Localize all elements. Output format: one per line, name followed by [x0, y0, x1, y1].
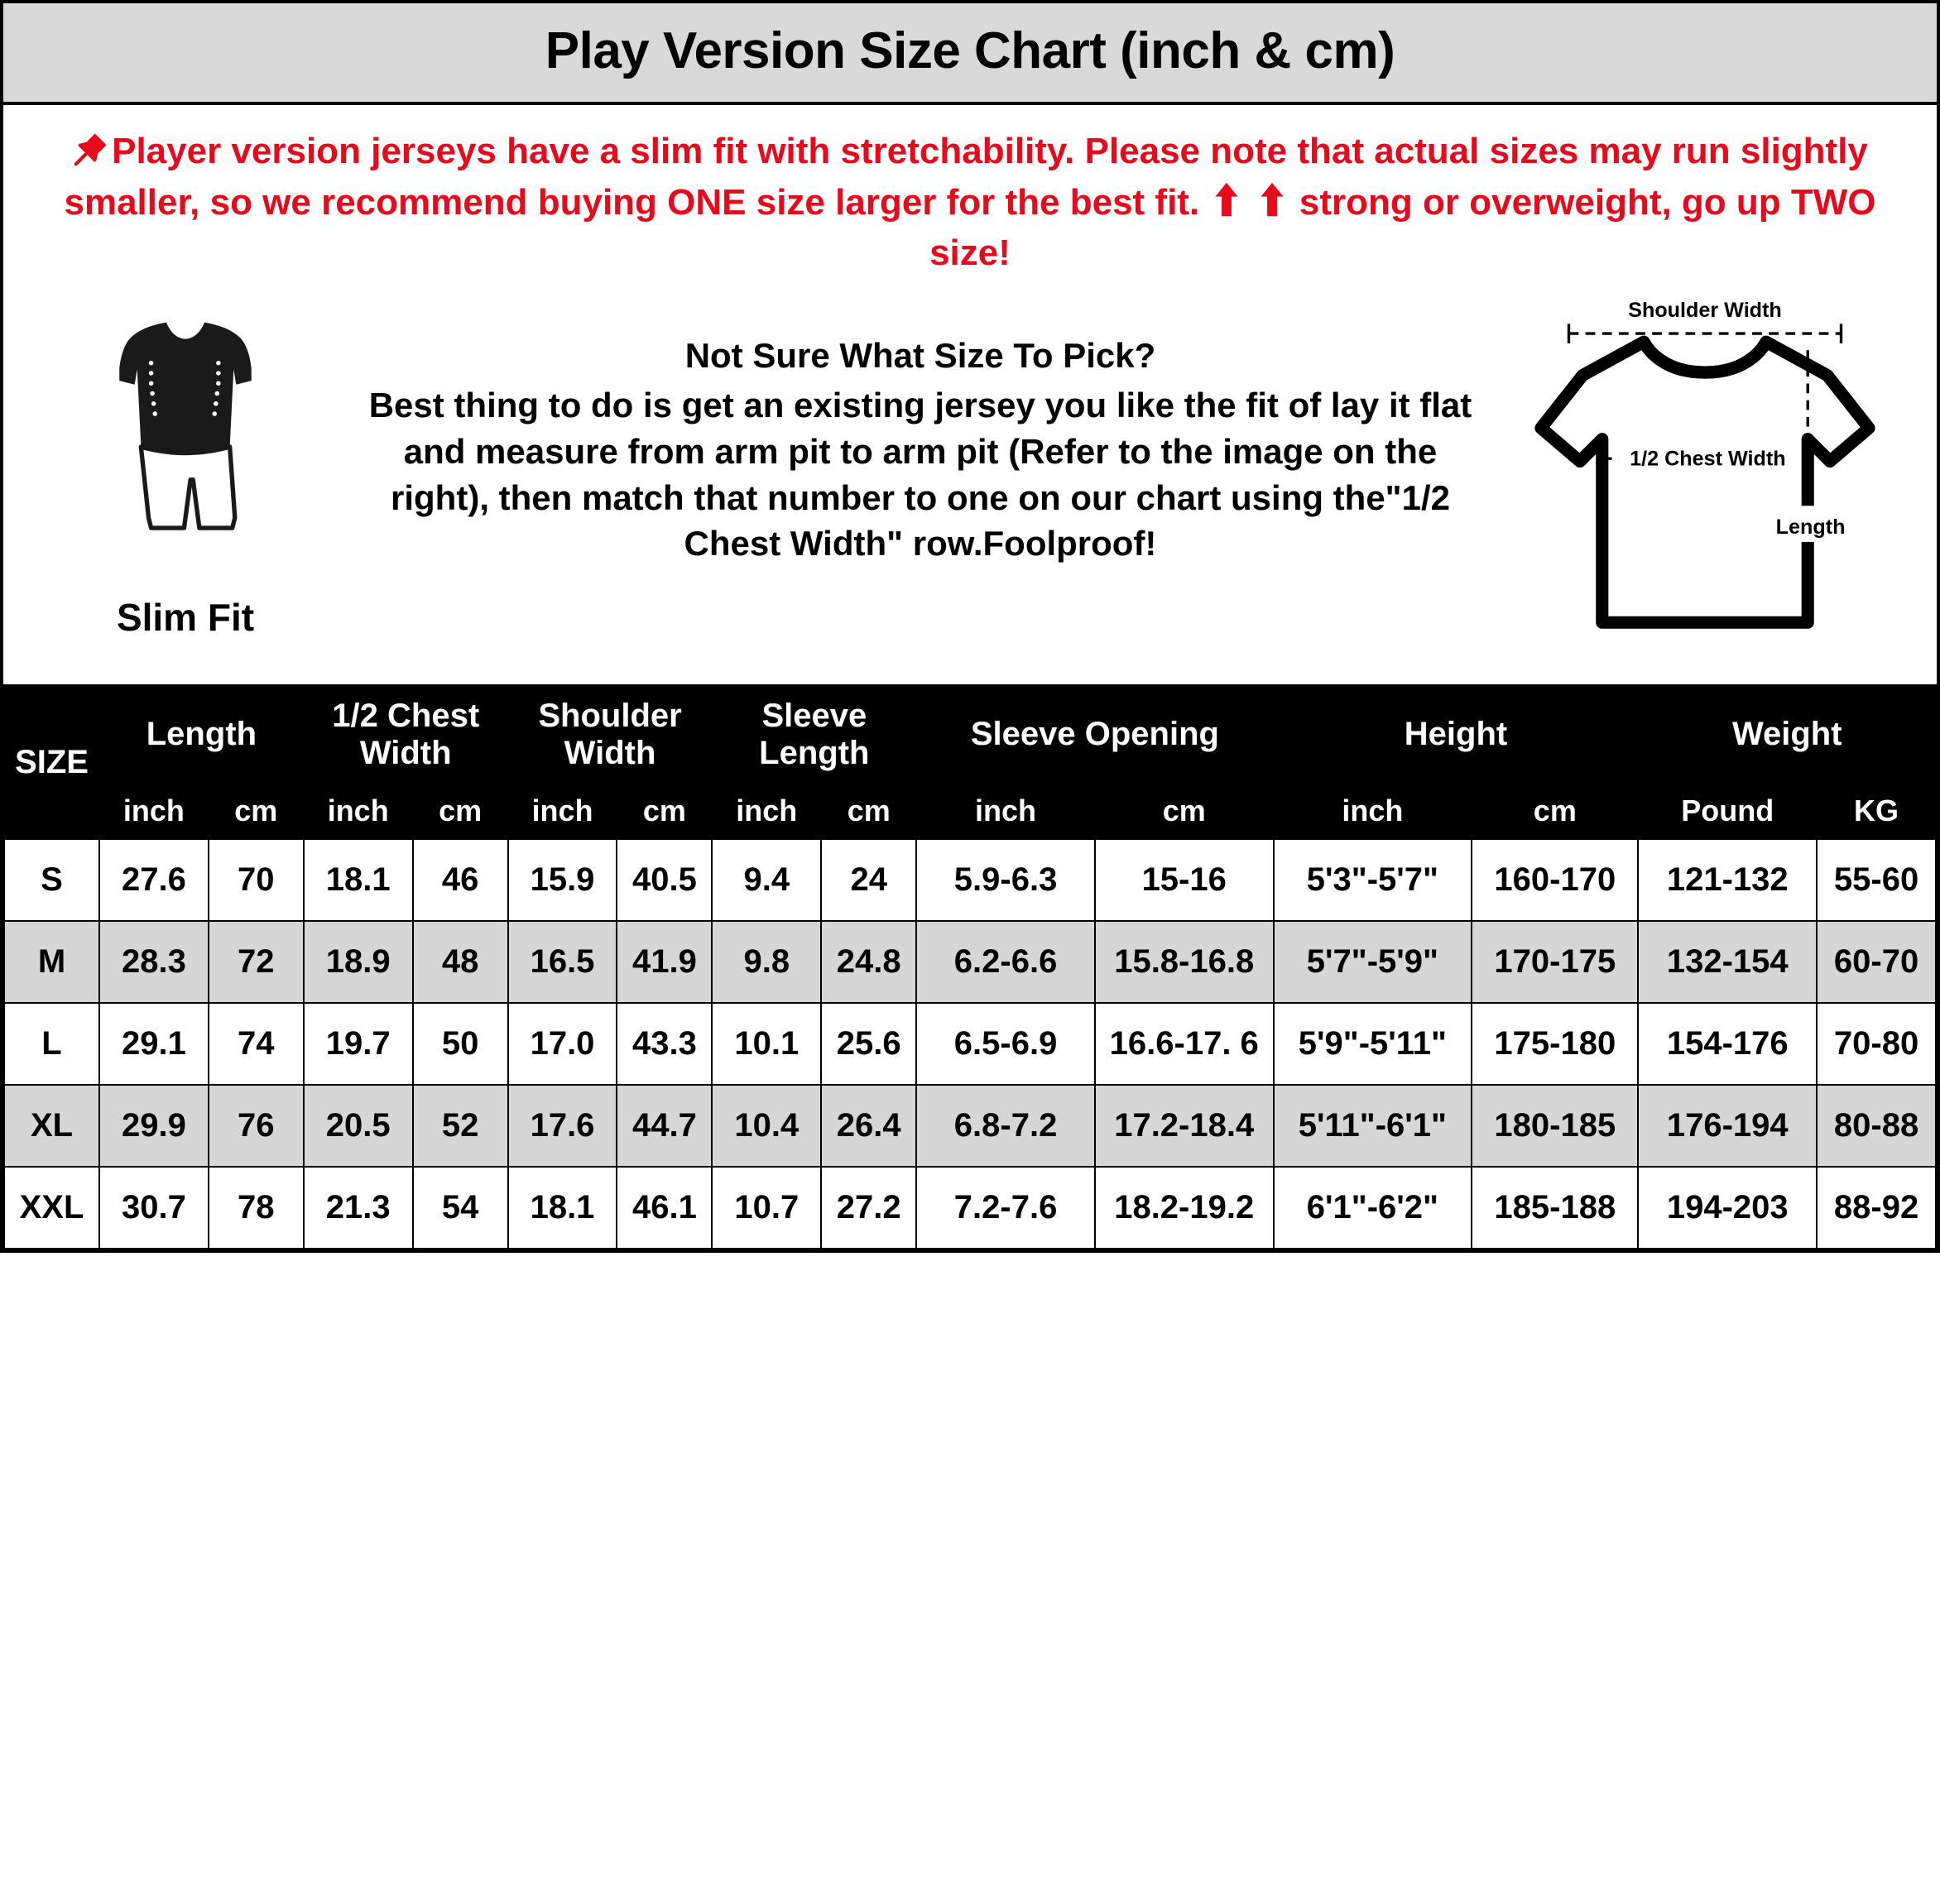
cell: 17.0	[508, 1003, 617, 1085]
advice-body: Best thing to do is get an existing jersey you like the fit of lay it flat and measure from arm pit to arm pit (Refer to the image on the right), then match that number to one on our chart using the"1/2 Chest Width" row.Foolproof!	[368, 385, 1472, 564]
unit-sleeveopen-cm: cm	[1095, 783, 1274, 839]
arrow-up-icon-2	[1258, 181, 1286, 229]
cell: 60-70	[1817, 921, 1936, 1003]
notice-text-after: strong or overweight, go up TWO size!	[929, 182, 1876, 273]
unit-chest-inch: inch	[304, 783, 413, 839]
cell: 6.2-6.6	[916, 921, 1095, 1003]
pushpin-icon	[72, 130, 110, 180]
cell: 24	[821, 839, 916, 921]
size-table	[3, 684, 1937, 1249]
unit-chest-cm: cm	[413, 783, 508, 839]
svg-text:Length: Length	[1775, 515, 1846, 539]
cell: 17.2-18.4	[1095, 1085, 1274, 1167]
cell: 74	[209, 1003, 304, 1085]
cell: 10.7	[712, 1167, 821, 1249]
header-half-chest-width: 1/2 Chest Width	[304, 686, 508, 783]
cell: 18.1	[304, 839, 413, 921]
cell: 10.4	[712, 1085, 821, 1167]
row-size: L	[4, 1003, 99, 1085]
cell: 80-88	[1817, 1085, 1936, 1167]
cell: 88-92	[1817, 1167, 1936, 1249]
tshirt-measurement-diagram-icon	[1510, 298, 1899, 662]
table-header-groups	[4, 686, 1936, 783]
cell: 7.2-7.6	[916, 1167, 1095, 1249]
cell: 16.5	[508, 921, 617, 1003]
unit-shoulder-cm: cm	[617, 783, 712, 839]
cell: 26.4	[821, 1085, 916, 1167]
cell: 21.3	[304, 1167, 413, 1249]
cell: 5'9"-5'11"	[1274, 1003, 1472, 1085]
cell: 194-203	[1638, 1167, 1817, 1249]
cell: 176-194	[1638, 1085, 1817, 1167]
unit-length-inch: inch	[99, 783, 209, 839]
cell: 9.8	[712, 921, 821, 1003]
page-title: Play Version Size Chart (inch & cm)	[545, 22, 1395, 79]
cell: 48	[413, 921, 508, 1003]
cell: 154-176	[1638, 1003, 1817, 1085]
svg-text:1/2 Chest Width: 1/2 Chest Width	[1630, 447, 1786, 471]
cell: 40.5	[617, 839, 712, 921]
table-row	[4, 921, 1936, 1003]
cell: 46.1	[617, 1167, 712, 1249]
table-row	[4, 839, 1936, 921]
title-bar	[3, 3, 1937, 105]
cell: 54	[413, 1167, 508, 1249]
table-header-units	[4, 783, 1936, 839]
cell: 180-185	[1472, 1085, 1638, 1167]
cell: 70-80	[1817, 1003, 1936, 1085]
slim-fit-label: Slim Fit	[116, 595, 255, 639]
cell: 18.1	[508, 1167, 617, 1249]
header-shoulder-width: Shoulder Width	[508, 686, 713, 783]
cell: 175-180	[1472, 1003, 1638, 1085]
cell: 16.6-17. 6	[1095, 1003, 1274, 1085]
cell: 50	[413, 1003, 508, 1085]
advice-block	[351, 290, 1490, 567]
cell: 6.5-6.9	[916, 1003, 1095, 1085]
cell: 44.7	[617, 1085, 712, 1167]
cell: 19.7	[304, 1003, 413, 1085]
unit-height-inch: inch	[1274, 783, 1472, 839]
slim-fit-figure-icon	[90, 567, 281, 581]
cell: 20.5	[304, 1085, 413, 1167]
slim-fit-block	[20, 290, 351, 640]
cell: 6.8-7.2	[916, 1085, 1095, 1167]
cell: 52	[413, 1085, 508, 1167]
cell: 25.6	[821, 1003, 916, 1085]
cell: 41.9	[617, 921, 712, 1003]
row-size: XXL	[4, 1167, 99, 1249]
cell: 10.1	[712, 1003, 821, 1085]
arrow-up-icon	[1212, 181, 1241, 229]
cell: 43.3	[617, 1003, 712, 1085]
unit-weight-pound: Pound	[1638, 783, 1817, 839]
cell: 29.9	[99, 1085, 209, 1167]
unit-sleevelen-cm: cm	[821, 783, 916, 839]
cell: 17.6	[508, 1085, 617, 1167]
cell: 18.9	[304, 921, 413, 1003]
row-size: S	[4, 839, 99, 921]
cell: 5'3"-5'7"	[1274, 839, 1472, 921]
header-weight: Weight	[1638, 686, 1936, 783]
row-size: M	[4, 921, 99, 1003]
cell: 28.3	[99, 921, 209, 1003]
header-height: Height	[1274, 686, 1639, 783]
table-row	[4, 1003, 1936, 1085]
table-row	[4, 1167, 1936, 1249]
unit-length-cm: cm	[209, 783, 304, 839]
cell: 18.2-19.2	[1095, 1167, 1274, 1249]
cell: 185-188	[1472, 1167, 1638, 1249]
row-size: XL	[4, 1085, 99, 1167]
unit-shoulder-inch: inch	[508, 783, 617, 839]
header-length: Length	[99, 686, 304, 783]
measurement-diagram	[1490, 290, 1920, 663]
cell: 15-16	[1095, 839, 1274, 921]
cell: 5'7"-5'9"	[1274, 921, 1472, 1003]
cell: 27.2	[821, 1167, 916, 1249]
cell: 15.9	[508, 839, 617, 921]
unit-sleeveopen-inch: inch	[916, 783, 1095, 839]
table-row	[4, 1085, 1936, 1167]
cell: 24.8	[821, 921, 916, 1003]
cell: 78	[209, 1167, 304, 1249]
cell: 6'1"-6'2"	[1274, 1167, 1472, 1249]
unit-height-cm: cm	[1472, 783, 1638, 839]
cell: 55-60	[1817, 839, 1936, 921]
cell: 46	[413, 839, 508, 921]
cell: 29.1	[99, 1003, 209, 1085]
unit-sleevelen-inch: inch	[712, 783, 821, 839]
header-size: SIZE	[4, 686, 99, 839]
fit-notice	[3, 105, 1937, 281]
info-row	[3, 281, 1937, 684]
cell: 9.4	[712, 839, 821, 921]
cell: 30.7	[99, 1167, 209, 1249]
notice-text-before: Player version jerseys have a slim fit with stretchability. Please note that actual sizes may run slightly smaller, so we recommend buying ONE size larger for the best fit.	[64, 131, 1868, 223]
unit-weight-kg: KG	[1817, 783, 1936, 839]
cell: 5'11"-6'1"	[1274, 1085, 1472, 1167]
cell: 132-154	[1638, 921, 1817, 1003]
cell: 5.9-6.3	[916, 839, 1095, 921]
header-sleeve-opening: Sleeve Opening	[916, 686, 1273, 783]
cell: 160-170	[1472, 839, 1638, 921]
cell: 70	[209, 839, 304, 921]
svg-text:Shoulder Width: Shoulder Width	[1628, 298, 1782, 322]
advice-heading: Not Sure What Size To Pick?	[684, 335, 1156, 375]
cell: 121-132	[1638, 839, 1817, 921]
header-sleeve-length: Sleeve Length	[712, 686, 916, 783]
cell: 76	[209, 1085, 304, 1167]
cell: 27.6	[99, 839, 209, 921]
cell: 170-175	[1472, 921, 1638, 1003]
cell: 15.8-16.8	[1095, 921, 1274, 1003]
cell: 72	[209, 921, 304, 1003]
